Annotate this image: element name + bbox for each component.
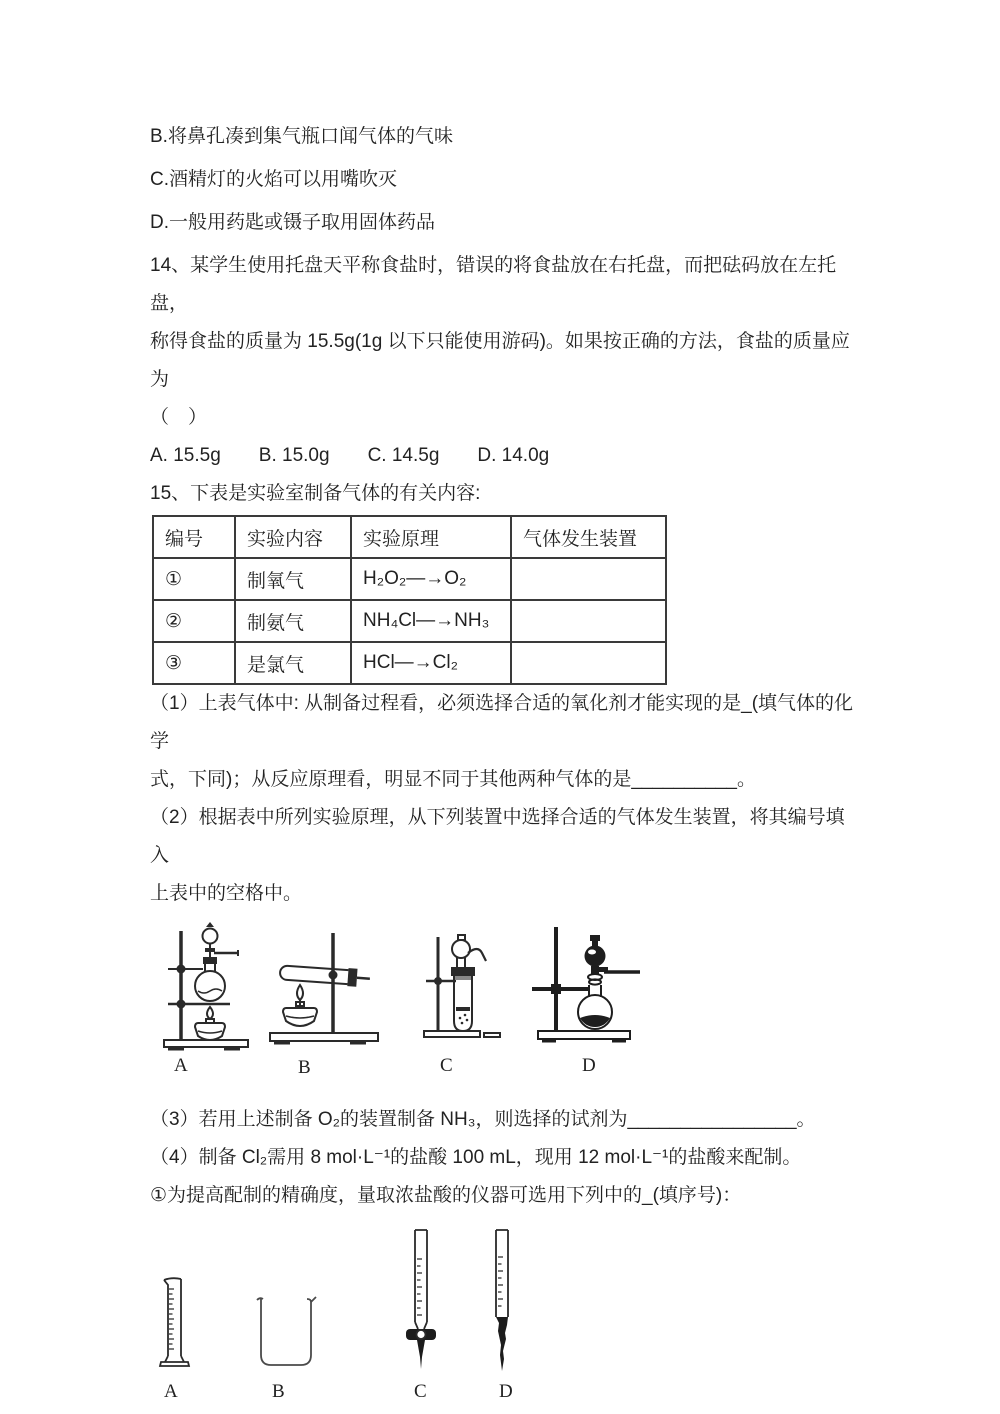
table-cell-device-blank — [511, 642, 666, 684]
table-row — [153, 558, 666, 600]
table-cell-no: ③ — [153, 642, 235, 684]
option-c-text: C.酒精灯的火焰可以用嘴吹灭 — [150, 169, 398, 190]
table-cell-content: 制氨气 — [235, 600, 351, 642]
q15-table — [152, 515, 667, 685]
table-header-device: 气体发生装置 — [511, 516, 666, 558]
apparatus-d-flask-with-separating-funnel-diagram — [526, 915, 644, 1051]
table-cell-content: 制氧气 — [235, 558, 351, 600]
apparatus-b-heated-test-tube-diagram — [262, 923, 384, 1051]
instrument-b-beaker-diagram — [253, 1293, 319, 1373]
table-cell-principle: H₂O₂—→O₂ — [351, 558, 511, 600]
q15-part2-line2: 上表中的空格中。 — [150, 883, 303, 904]
q15-part3: （3）若用上述制备 O₂的装置制备 NH₃，则选择的试剂为________________。 — [150, 1109, 816, 1130]
q14-text-line1: 14、某学生使用托盘天平称食盐时，错误的将食盐放在右托盘，而把砝码放在左托盘， — [150, 255, 837, 314]
q15-part1-line2: 式，下同)；从反应原理看，明显不同于其他两种气体的是__________。 — [150, 769, 756, 790]
instrument-d-base-burette-diagram — [483, 1227, 521, 1377]
instrument-label-c: C — [414, 1381, 427, 1402]
table-cell-device-blank — [511, 600, 666, 642]
table-cell-content: 是氯气 — [235, 642, 351, 684]
apparatus-label-b: B — [298, 1057, 311, 1078]
q15-part4: （4）制备 Cl₂需用 8 mol·L⁻¹的盐酸 100 mL，现用 12 mol·L⁻¹的盐酸来配制。 — [150, 1147, 802, 1168]
q15-part4-sub1: ①为提高配制的精确度，量取浓盐酸的仪器可选用下列中的_(填序号)： — [150, 1185, 742, 1206]
apparatus-label-c: C — [440, 1055, 453, 1076]
q15-part2-line1: （2）根据表中所列实验原理，从下列装置中选择合适的气体发生装置，将其编号填入 — [150, 807, 845, 866]
table-header-row — [153, 516, 666, 558]
instrument-a-graduated-cylinder-diagram — [155, 1275, 191, 1370]
apparatus-label-d: D — [582, 1055, 596, 1076]
table-cell-no: ② — [153, 600, 235, 642]
apparatus-label-a: A — [174, 1055, 188, 1076]
option-b-text: B.将鼻孔凑到集气瓶口闻气体的气味 — [150, 126, 453, 147]
q15-intro: 15、下表是实验室制备气体的有关内容: — [150, 483, 481, 504]
q14-answer-bracket: （ ） — [150, 407, 208, 428]
table-cell-principle: NH₄Cl—→NH₃ — [351, 600, 511, 642]
table-header-principle: 实验原理 — [351, 516, 511, 558]
q15-part1-line1: （1）上表气体中: 从制备过程看，必须选择合适的氧化剂才能实现的是_(填气体的化学 — [150, 693, 854, 752]
table-row — [153, 600, 666, 642]
apparatus-c-test-tube-with-bulb-funnel-diagram — [416, 919, 508, 1049]
gas-apparatus-figure — [150, 913, 855, 1101]
q14-choice-a: A. 15.5g — [150, 445, 221, 466]
table-row — [153, 642, 666, 684]
q14-choice-b: B. 15.0g — [258, 445, 330, 466]
instrument-label-d: D — [499, 1381, 513, 1402]
table-cell-no: ① — [153, 558, 235, 600]
instrument-label-b: B — [272, 1381, 285, 1402]
q14-choice-d: D. 14.0g — [477, 445, 550, 466]
instrument-label-a: A — [164, 1381, 178, 1402]
q14-text-line2: 称得食盐的质量为 15.5g(1g 以下只能使用游码)。如果按正确的方法，食盐的质量应为 — [150, 331, 850, 390]
measuring-instruments-figure — [150, 1215, 855, 1414]
option-d-text: D.一般用药匙或镊子取用固体药品 — [150, 212, 436, 233]
instrument-c-acid-burette-diagram — [402, 1227, 440, 1377]
q14-choices-row — [150, 437, 855, 475]
apparatus-a-dropping-funnel-flask-lamp-diagram — [158, 919, 258, 1054]
table-cell-principle: HCl—→Cl₂ — [351, 642, 511, 684]
table-header-no: 编号 — [153, 516, 235, 558]
table-cell-device-blank — [511, 558, 666, 600]
table-header-content: 实验内容 — [235, 516, 351, 558]
q14-choice-c: C. 14.5g — [367, 445, 440, 466]
